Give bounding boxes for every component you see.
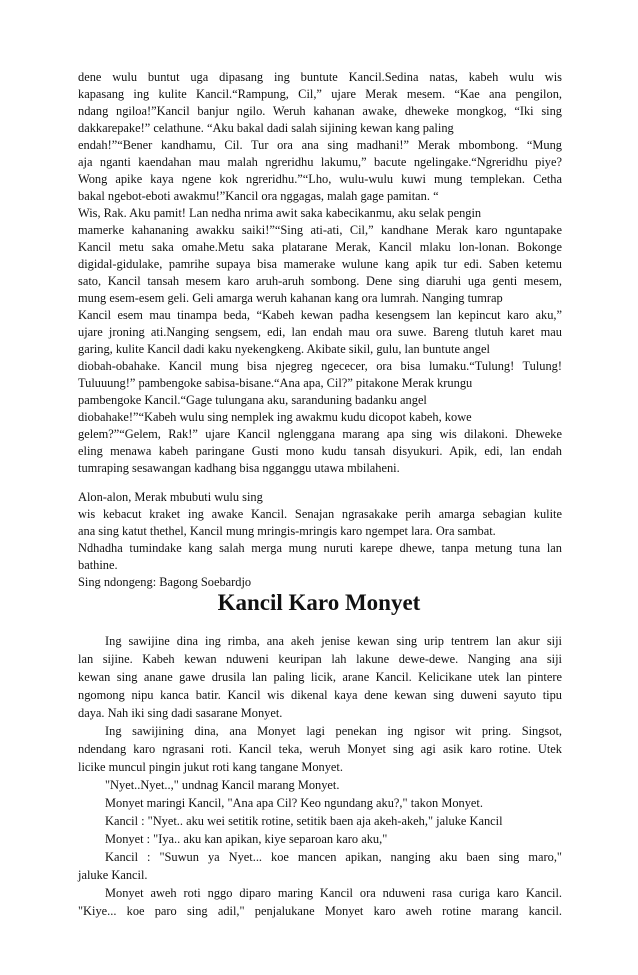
text-line: jaluke Kancil.	[78, 868, 148, 882]
text-line: Alon-alon, Merak mbubuti wulu sing	[78, 490, 263, 504]
text-line: diobahake!”“Kabeh wulu sing nemplek ing awakmu kudu dicopot kabeh, kowe	[78, 410, 472, 424]
text-line: daya. Nah iki sing dadi sasarane Monyet.	[78, 706, 283, 720]
text-line: Tuluuung!” pambengoke sabisa-bisane.“Ana apa, Cil?” pitakone Merak krungu	[78, 376, 473, 390]
text-line: dakkarepake!” celathune. “Aku bakal dadi salah sijining kewan kang paling	[78, 121, 454, 135]
text-line: mamerke kahananing awakku saiki!”“Sing ati-ati, Cil,” kandhane Merak karo nguntapake	[78, 223, 562, 237]
text-line: Kancil : "Nyet.. aku wei setitik rotine, setitik baen aja akeh-akeh," jaluke Kancil	[105, 814, 503, 828]
text-line: Kancil esem mau tinampa beda, “Kabeh kewan padha kesengsem lan kepincut karo aku,”	[78, 308, 562, 322]
text-line: eling menawa kabeh paringane Gusti mono kudu tansah disyukuri. Apik, edi, lan endah	[78, 444, 562, 458]
text-line: bathine.	[78, 558, 118, 572]
text-line: licike muncul pingin jukut roti kang tangane Monyet.	[78, 760, 343, 774]
text-line: ngomong nipu kanca batir. Kancil wis dikenal kaya dene kewan sing duweni sayuto tipu	[78, 688, 562, 702]
text-line: gelem?”“Gelem, Rak!” ujare Kancil nglenggana marang apa sing wis dilakoni. Dheweke	[78, 427, 562, 441]
text-line: ana sing katut thethel, Kancil mung mringis-mringis karo ngempet lara. Ora sambat.	[78, 524, 496, 538]
text-line: "Nyet..Nyet..," undnag Kancil marang Monyet.	[105, 778, 340, 792]
text-line: endah!”“Bener kandhamu, Cil. Tur ora ana sing madhani!” Merak mbombong. “Mung	[78, 138, 562, 152]
text-line: Wis, Rak. Aku pamit! Lan nedha nrima awit saka kabecikanmu, aku selak pengin	[78, 206, 482, 220]
text-line: tumraping sesawangan kadhang bisa ngganggu utawa mbilaheni.	[78, 461, 400, 475]
text-line: digidal-gidulake, pamrihe supaya bisa mamerake wulune kang apik tur edi. Saben ketemu	[78, 257, 562, 271]
text-line: Ing sawijine dina ing rimba, ana akeh jenise kewan sing urip tentrem lan akur siji	[105, 634, 562, 648]
text-line: garing, kulite Kancil dadi kaku nyekengkeng. Akibate sikil, gulu, lan buntute angel	[78, 342, 490, 356]
text-line: Ing sawijining dina, ana Monyet lagi penekan ing ngisor wit pring. Singsot,	[105, 724, 562, 738]
text-line: ndendang karo ngrasani roti. Kancil teka, weruh Monyet sing agi asik karo rotine. Utek	[78, 742, 562, 756]
story-title: Kancil Karo Monyet	[217, 590, 421, 615]
text-line: kapasang ing kulite Kancil.“Rampung, Cil,” ujare Merak mesem. “Kae ana pengilon,	[78, 87, 562, 101]
text-line: lan sijine. Kabeh kewan nduweni keuripan lah lakune dewe-dewe. Nanging ana siji	[78, 652, 562, 666]
text-line: mung esem-esem geli. Geli amarga weruh kahanan kang ora lumrah. Nanging tumrap	[78, 291, 503, 305]
text-line: wis kebacut kraket ing awake Kancil. Senajan ngrasakake perih amarga sebagian kulite	[78, 507, 562, 521]
text-line: Kancil metu saka omahe.Metu saka platarane Merak, Kancil mlaku lon-lonan. Bokonge	[78, 240, 562, 254]
author-credit: Sing ndongeng: Bagong Soebardjo	[78, 575, 252, 589]
text-line: sato, Kancil tansah mesem karo aruh-aruh sombong. Dene sing diaruhi uga genti mesem,	[78, 274, 562, 288]
text-line: Ndhadha tumindake kang salah merga mung nuruti karepe dhewe, tanpa metung tuna lan	[78, 541, 562, 555]
text-line: aja nganti kaendahan mau malah ngreridhu lakumu,” bacute ngelingake.“Ngreridhu piye?	[78, 155, 562, 169]
text-line: diobah-obahake. Kancil mung bisa njegreg ngececer, ora bisa lumaku.“Tulung! Tulung!	[78, 359, 562, 373]
text-line: ujare jroning ati.Nanging sengsem, edi, lan endah mau ora suwe. Bareng tlutuh karet mau	[78, 325, 562, 339]
text-line: pambengoke Kancil.“Gage tulungana aku, saranduning badanku angel	[78, 393, 427, 407]
text-line: dene wulu buntut uga dipasang ing buntute Kancil.Sedina natas, kabeh wulu wis	[78, 70, 562, 84]
text-line: ndang ngiloa!”Kancil banjur ngilo. Weruh kahanan awake, dheweke mongkog, “Iki sing	[78, 104, 562, 118]
text-line: Kancil : "Suwun ya Nyet... koe mancen apikan, nanging aku baen sing maro,"	[105, 850, 562, 864]
text-line: kewan sing anane gawe drusila lan paling licik, arane Kancil. Kelicikane utek lan pintere	[78, 670, 562, 684]
text-line: "Kiye... koe paro sing adil," penjalukane Monyet karo aweh rotine marang kancil.	[78, 904, 562, 918]
text-line: Wong apike kaya ngene kok ngreridhu.”“Lho, wulu-wulu kuwi mung templekan. Cetha	[78, 172, 562, 186]
text-line: Monyet : "Iya.. aku kan apikan, kiye separoan karo aku,"	[105, 832, 388, 846]
text-line: Monyet aweh roti nggo diparo maring Kancil ora nduweni rasa curiga karo Kancil.	[105, 886, 562, 900]
text-line: Monyet maringi Kancil, "Ana apa Cil? Keo ngundang aku?," takon Monyet.	[105, 796, 483, 810]
text-line: bakal ngebot-eboti awakmu!”Kancil ora nggagas, malah gage pamitan. “	[78, 189, 439, 203]
